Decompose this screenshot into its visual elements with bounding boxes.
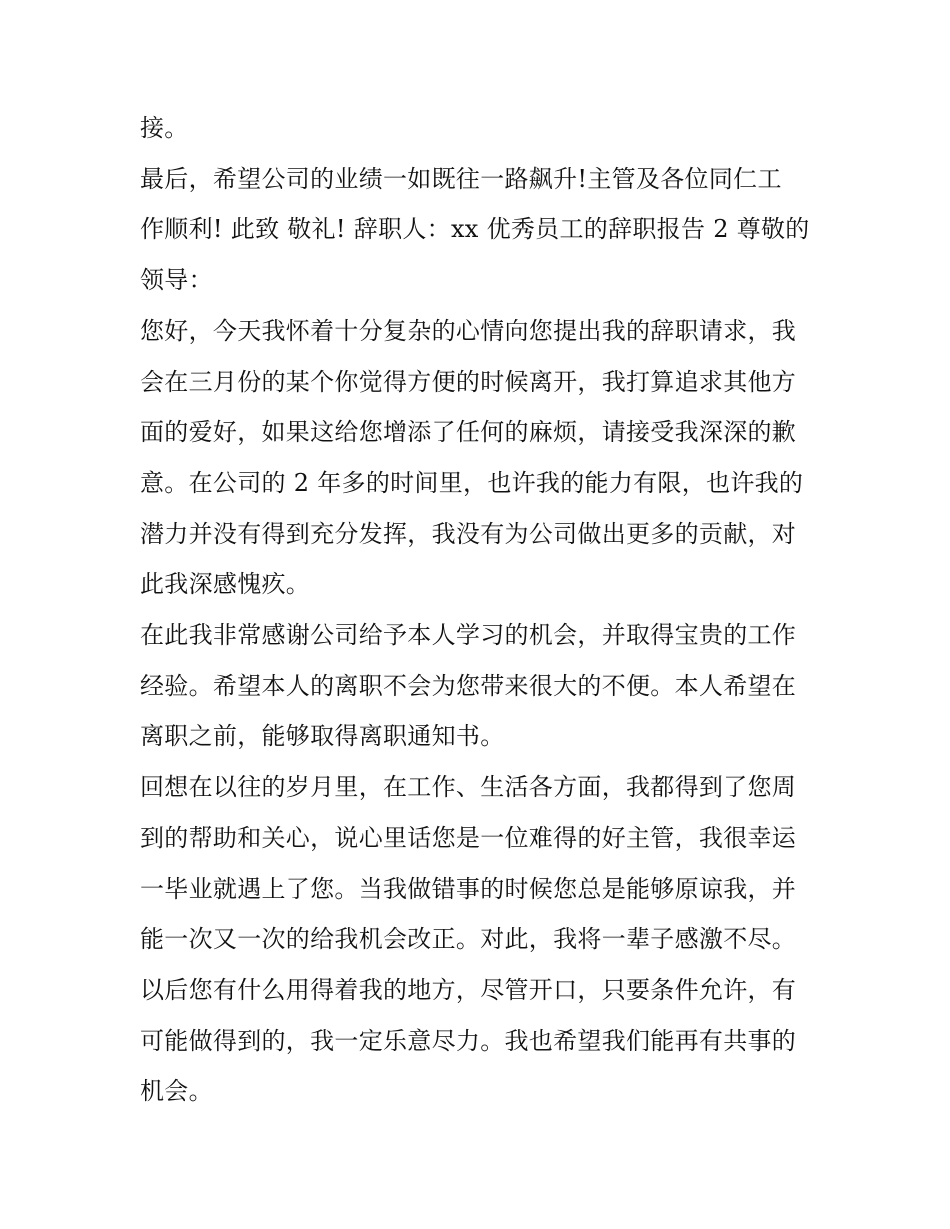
text-line: 作顺利! 此致 敬礼! 辞职人：xx 优秀员工的辞职报告 2 尊敬的 (140, 215, 810, 244)
text-line: 离职之前，能够取得离职通知书。 (140, 722, 505, 751)
document-page (140, 103, 812, 1117)
text-line: 此我深感愧疚。 (140, 570, 311, 599)
text-line: 在此我非常感谢公司给予本人学习的机会，并取得宝贵的工作 (140, 621, 797, 650)
text-line: 回想在以往的岁月里，在工作、生活各方面，我都得到了您周 (140, 773, 797, 802)
text-line: 可能做得到的，我一定乐意尽力。我也希望我们能再有共事的 (140, 1026, 797, 1055)
text-line: 一毕业就遇上了您。当我做错事的时候您总是能够原谅我，并 (140, 874, 797, 903)
text-line: 最后，希望公司的业绩一如既往一路飙升!主管及各位同仁工 (140, 164, 782, 193)
text-line: 经验。希望本人的离职不会为您带来很大的不便。本人希望在 (140, 671, 797, 700)
text-line: 您好，今天我怀着十分复杂的心情向您提出我的辞职请求，我 (140, 316, 797, 345)
text-line: 以后您有什么用得着我的地方，尽管开口，只要条件允许，有 (140, 975, 797, 1004)
text-line: 领导： (140, 266, 213, 295)
text-line: 机会。 (140, 1077, 213, 1106)
text-line: 接。 (140, 114, 189, 142)
text-line: 意。在公司的 2 年多的时间里，也许我的能力有限，也许我的 (140, 468, 804, 497)
text-line: 会在三月份的某个你觉得方便的时候离开，我打算追求其他方 (140, 367, 797, 396)
text-line: 能一次又一次的给我机会改正。对此，我将一辈子感激不尽。 (140, 925, 797, 954)
text-line: 到的帮助和关心，说心里话您是一位难得的好主管，我很幸运 (140, 823, 797, 852)
text-line: 潜力并没有得到充分发挥，我没有为公司做出更多的贡献，对 (140, 519, 797, 548)
text-line: 面的爱好，如果这给您增添了任何的麻烦，请接受我深深的歉 (140, 418, 797, 447)
